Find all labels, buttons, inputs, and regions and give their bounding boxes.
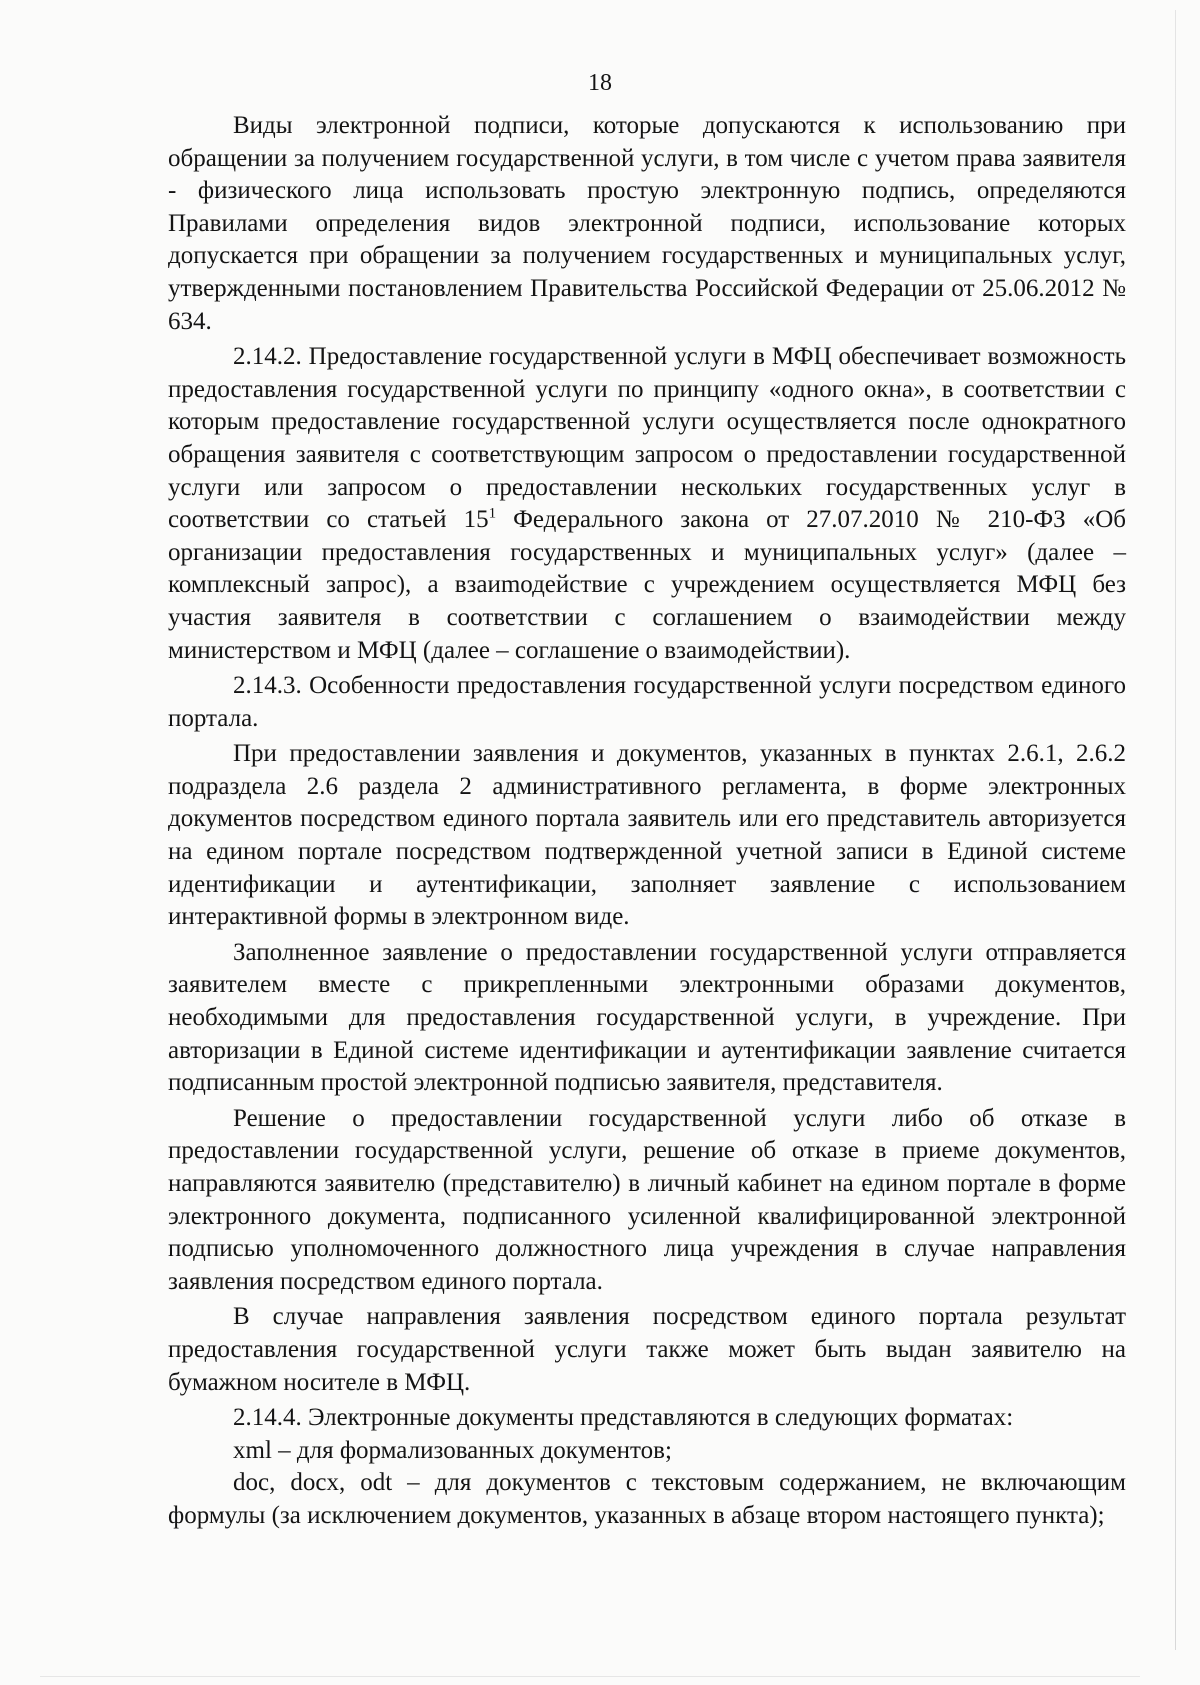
paragraph-2-14-4: 2.14.4. Электронные документы представляются в следующих форматах: bbox=[233, 1404, 1014, 1432]
paragraph-decision: Решение о предоставлении государственной услуги либо об отказе в предоставлении государственной услуги, решение об отказе в приеме документов, направляются заявителю (представителю) в личный кабинет на едином портале в форме электронного документа, подписанного усиленной квалифицированной электронной подписью уполномоченного должностного лица учреждения в случае направления заявления посредством единого портала. bbox=[168, 1104, 1126, 1295]
paragraph-2-14-2 bbox=[168, 341, 1126, 667]
paragraph-signature-types: Виды электронной подписи, которые допускаются к использованию при обращении за получением государственной услуги, в том числе с учетом права заявителя - физического лица использовать простую электронную подпись, определяются Правилами определения видов электронной подписи, использование которых допускается при обращении за получением государственных и муниципальных услуг, утвержденными постановлением Правительства Российской Федерации от 25.06.2012 № 634. bbox=[168, 112, 1126, 335]
paragraph-2-14-3: 2.14.3. Особенности предоставления государственной услуги посредством единого портала. bbox=[168, 672, 1126, 732]
paragraph-paper-result: В случае направления заявления посредством единого портала результат предоставления государственной услуги также может быть выдан заявителю на бумажном носителе в МФЦ. bbox=[168, 1303, 1126, 1396]
paragraph-2-14-2-tail: Федерального закона от 27.07.2010 № 210-ФЗ «Об организации предоставления государственных и муниципальных услуг» (далее – комплексный запрос), а взаиmодействие с учреждением осуществляется МФЦ без участия заявителя в соответствии с соглашением о взаимодействии между министерством и МФЦ (далее – соглашение о взаимодействии). bbox=[168, 506, 1126, 664]
paragraph-2-14-2-text: 2.14.2. Предоставление государственной услуги в МФЦ обеспечивает возможность предоставления государственной услуги по принципу «одного окна», в соответствии с которым предоставление государственной услуги осуществляется после однократного обращения заявителя с соответствующим запросом о предоставлении государственной услуги или запросом о предоставлении нескольких государственных услуг в соответствии со статьей 15 bbox=[168, 343, 1126, 534]
paragraph-completed-application: Заполненное заявление о предоставлении государственной услуги отправляется заявителем вместе с прикрепленными электронными образами документов, необходимыми для предоставления государственной услуги, в учреждение. При авторизации в Единой системе идентификации и аутентификации заявление считается подписанным простой электронной подписью заявителя, представителя. bbox=[168, 938, 1126, 1097]
page-number: 18 bbox=[588, 70, 612, 96]
article-superscript: 1 bbox=[488, 505, 497, 522]
scan-margin-line bbox=[1175, 10, 1176, 1650]
scan-bottom-edge bbox=[40, 1676, 1140, 1677]
paragraph-portal-submission: При предоставлении заявления и документов, указанных в пунктах 2.6.1, 2.6.2 подраздела 2.6 раздела 2 административного регламента, в форме электронных документов посредством единого портала заявитель или его представитель авторизуется на едином портале посредством подтвержденной учетной записи в Единой системе идентификации и аутентификации, заполняет заявление с использованием интерактивной формы в электронном виде. bbox=[168, 740, 1126, 931]
paragraph-doc-format: doc, docx, odt – для документов с текстовым содержанием, не включающим формулы (за исключением документов, указанных в абзаце втором настоящего пункта); bbox=[168, 1469, 1126, 1529]
paragraph-xml-format: xml – для формализованных документов; bbox=[233, 1436, 672, 1464]
document-body bbox=[168, 110, 1126, 1533]
